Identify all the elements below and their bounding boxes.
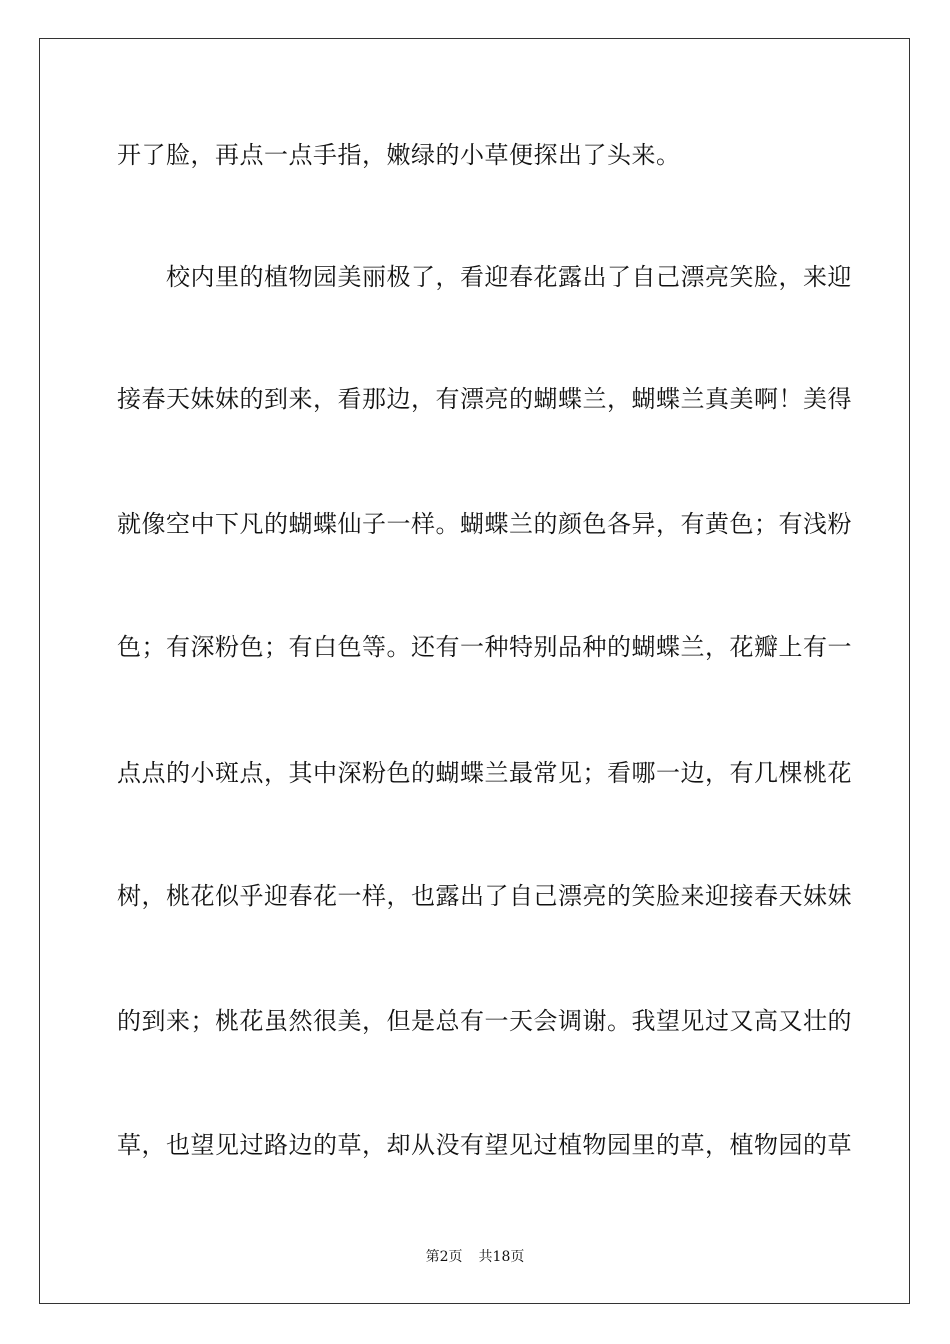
paragraph-line: 开了脸，再点一点手指，嫩绿的小草便探出了头来。 — [117, 141, 681, 169]
page-number-total: 共18页 — [478, 1249, 525, 1265]
paragraph-line: 树，桃花似乎迎春花一样，也露出了自己漂亮的笑脸来迎接春天妹妹 — [117, 882, 852, 910]
page-border — [39, 38, 910, 1304]
paragraph-line: 色；有深粉色；有白色等。还有一种特别品种的蝴蝶兰，花瓣上有一 — [117, 633, 852, 661]
page-number-current: 第2页 — [425, 1249, 463, 1265]
paragraph-line: 就像空中下凡的蝴蝶仙子一样。蝴蝶兰的颜色各异，有黄色；有浅粉 — [117, 510, 852, 538]
paragraph-line: 的到来；桃花虽然很美，但是总有一天会调谢。我望见过又高又壮的 — [117, 1007, 852, 1035]
paragraph-line: 校内里的植物园美丽极了，看迎春花露出了自己漂亮笑脸，来迎 — [117, 263, 852, 291]
paragraph-line: 点点的小斑点，其中深粉色的蝴蝶兰最常见；看哪一边，有几棵桃花 — [117, 759, 852, 787]
paragraph-line: 接春天妹妹的到来，看那边，有漂亮的蝴蝶兰，蝴蝶兰真美啊！美得 — [117, 385, 852, 413]
paragraph-line: 草，也望见过路边的草，却从没有望见过植物园里的草，植物园的草 — [117, 1131, 852, 1159]
page-footer — [0, 1248, 950, 1266]
